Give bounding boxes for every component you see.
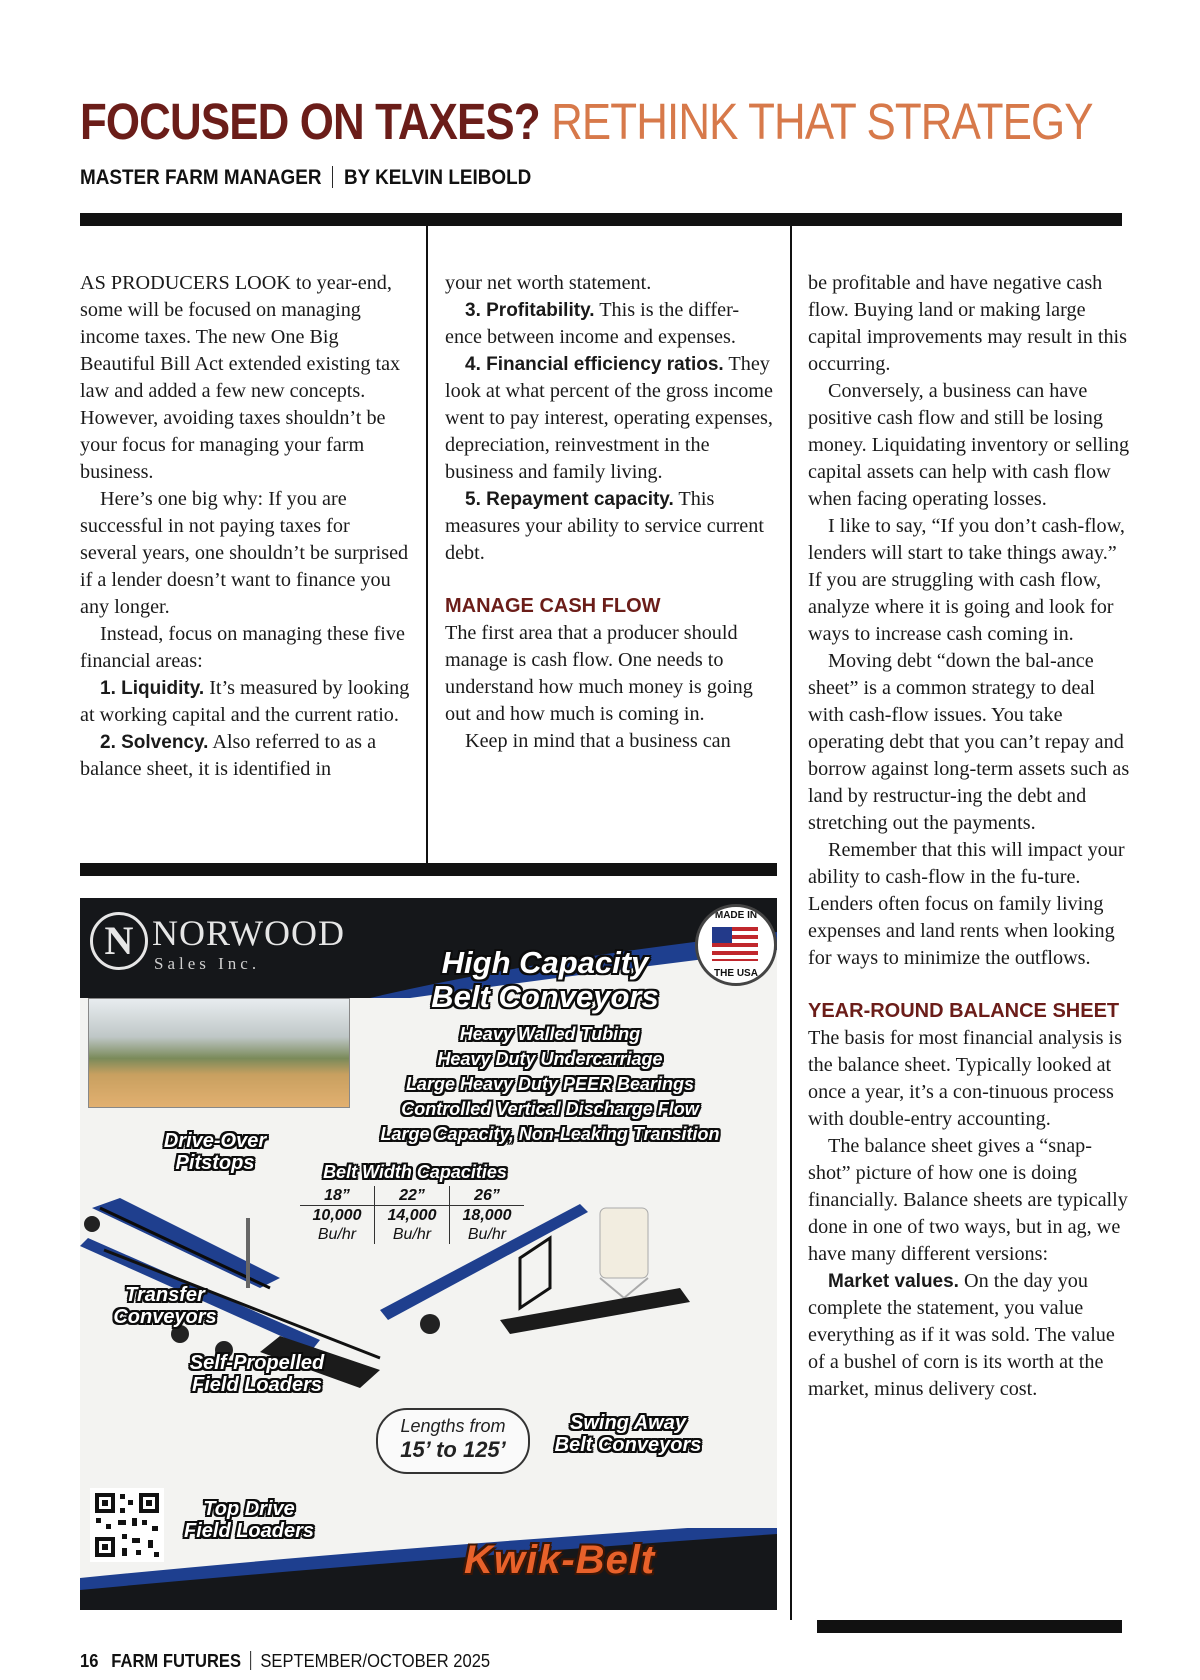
feature-item: Heavy Duty Undercarriage <box>437 1049 663 1069</box>
feature-item: Large Heavy Duty PEER Bearings <box>405 1074 695 1094</box>
item-text: This is the differ-ence between income and expenses. <box>445 299 740 348</box>
list-item-efficiency <box>445 351 775 486</box>
logo-subtitle: Sales Inc. <box>154 954 261 973</box>
paragraph: Remember that this will impact your ability to cash-flow in the fu-ture. Lenders often focus on family living expenses and land rents when looking for ways to minimize the outflows. <box>808 839 1125 969</box>
label-line: Swing Away <box>570 1412 686 1434</box>
page-number: 16 <box>80 1651 99 1671</box>
paragraph: Instead, focus on managing these five financial areas: <box>80 623 405 672</box>
list-item-repayment <box>445 486 775 567</box>
feature-item: Large Capacity, Non-Leaking Transition <box>380 1124 720 1144</box>
section-name: MASTER FARM MANAGER <box>80 166 322 189</box>
column-3 <box>808 270 1133 1403</box>
item-text: Also referred to as a balance sheet, it is identified in <box>80 731 377 780</box>
label-line: Field Loaders <box>183 1520 315 1542</box>
column-end-rule <box>817 1620 1122 1633</box>
headline-light: RETHINK THAT STRATEGY <box>551 93 1093 150</box>
capacity-cell: 14,000 <box>375 1206 450 1226</box>
subhead-cash-flow: MANAGE CASH FLOW <box>445 595 661 617</box>
column-1 <box>80 270 410 783</box>
byline <box>80 166 531 190</box>
paragraph: be profitable and have negative cash flow. Buying land or making large capital improvements may result in this occurring. <box>808 272 1128 375</box>
item-lead: Market values. <box>828 1271 959 1292</box>
label-line: Belt Conveyors <box>554 1434 702 1456</box>
paragraph: Keep in mind that a business can <box>465 730 731 752</box>
page-footer <box>80 1651 490 1672</box>
drive-over-pitstop-illustration <box>84 1198 280 1288</box>
paragraph: your net worth statement. <box>445 272 652 294</box>
brand-logo: Kwik-Belt <box>464 1538 656 1582</box>
label-line: Conveyors <box>113 1306 217 1328</box>
self-propelled-label <box>172 1352 342 1396</box>
column-2 <box>445 270 775 755</box>
ad-title-line: Belt Conveyors <box>431 979 659 1014</box>
spacer <box>808 972 1133 998</box>
belt-width-table <box>300 1186 524 1244</box>
capacity-cell: 18,000 <box>450 1206 525 1226</box>
norwood-logo-icon: N <box>90 912 148 970</box>
item-text: It’s measured by looking at working capital and the current ratio. <box>80 677 410 726</box>
lengths-badge <box>376 1408 530 1474</box>
unit-cell: Bu/hr <box>375 1225 450 1244</box>
label-line: Self-Propelled <box>189 1352 325 1374</box>
feature-item: Controlled Vertical Discharge Flow <box>401 1099 699 1119</box>
footer-divider <box>250 1651 251 1670</box>
item-lead: 5. Repayment capacity. <box>465 489 674 510</box>
label-line: Pitstops <box>175 1152 255 1174</box>
transfer-conveyors-label <box>90 1284 240 1328</box>
magazine-name: FARM FUTURES <box>111 1651 242 1671</box>
qr-code-icon[interactable] <box>90 1488 164 1562</box>
author: BY KELVIN LEIBOLD <box>343 166 532 189</box>
lengths-range: 15’ to 125’ <box>400 1437 506 1462</box>
subhead-balance-sheet: YEAR-ROUND BALANCE SHEET <box>808 1000 1120 1022</box>
grain-truck-photo <box>88 998 350 1108</box>
feature-item: Heavy Walled Tubing <box>459 1024 641 1044</box>
width-cell: 26” <box>450 1186 525 1206</box>
table-title: Belt Width Capacities <box>323 1162 507 1182</box>
seal-top-text: MADE IN <box>714 910 758 921</box>
ad-title <box>350 946 740 1014</box>
advertisement[interactable] <box>80 898 777 1610</box>
list-item-solvency <box>80 729 410 783</box>
paragraph: The first area that a producer should manage is cash flow. One needs to understand how much money is going out and how much is coming in. <box>445 622 753 725</box>
item-text: On the day you complete the statement, you value everything as if it was sold. The value of a bushel of corn is its worth at the market, minus delivery cost. <box>808 1270 1115 1400</box>
top-rule <box>80 213 1122 226</box>
width-cell: 22” <box>375 1186 450 1206</box>
paragraph: Here’s one big why: If you are successful in not paying taxes for several years, one shouldn’t be surprised if a lender doesn’t want to finance you any longer. <box>80 488 409 618</box>
label-line: Top Drive <box>203 1498 295 1520</box>
lengths-line: Lengths from <box>400 1416 506 1436</box>
item-lead: 4. Financial efficiency ratios. <box>465 354 724 375</box>
list-item-market-values <box>808 1268 1133 1403</box>
ad-top-rule <box>80 863 777 876</box>
label-line: Transfer <box>125 1284 205 1306</box>
paragraph: I like to say, “If you don’t cash-flow, lenders will start to take things away.” If you are struggling with cash flow, analyze where it is going and look for ways to increase cash coming in. <box>808 515 1125 645</box>
spacer <box>445 567 775 593</box>
item-lead: 2. Solvency. <box>100 732 209 753</box>
paragraph: Conversely, a business can have positive cash flow and still be losing money. Liquidating inventory or selling capital assets can help with cash flow when facing operating losses. <box>808 380 1130 510</box>
feature-list <box>330 1022 770 1147</box>
article-headline <box>80 92 1093 152</box>
list-item-liquidity <box>80 675 410 729</box>
ad-title-line: High Capacity <box>441 945 649 980</box>
column-divider-2 <box>790 226 792 1620</box>
seal-bottom-text: THE USA <box>714 968 758 979</box>
table-row <box>300 1186 524 1206</box>
paragraph: AS PRODUCERS LOOK to year-end, some will be focused on managing income taxes. The new One Big Beautiful Bill Act extended existing tax law and added a few new concepts. However, avoiding taxes shouldn’t be your focus for managing your farm business. <box>80 272 401 483</box>
capacity-cell: 10,000 <box>312 1207 362 1224</box>
swing-away-label <box>538 1412 718 1456</box>
item-lead: 3. Profitability. <box>465 300 595 321</box>
paragraph: The basis for most financial analysis is the balance sheet. Typically looked at once a year, it’s a con-tinuous process with double-entry accounting. <box>808 1027 1122 1130</box>
headline-bold: FOCUSED ON TAXES? <box>80 93 540 150</box>
table-row <box>300 1225 524 1244</box>
item-lead: 1. Liquidity. <box>100 678 205 699</box>
belt-width-title <box>300 1162 530 1183</box>
paragraph: Moving debt “down the bal-ance sheet” is a common strategy to deal with cash-flow issues. You take operating debt that you can’t repay and borrow against long-term assets such as land by restructur-ing the debt and stretching out the payments. <box>808 650 1130 834</box>
label-line: Field Loaders <box>191 1374 323 1396</box>
unit-cell: Bu/hr <box>317 1226 357 1243</box>
list-item-profitability <box>445 297 775 351</box>
width-cell: 18” <box>300 1186 375 1206</box>
byline-divider <box>332 166 333 188</box>
table-row <box>300 1206 524 1226</box>
item-text: They look at what percent of the gross income went to pay interest, operating expenses, depreciation, reinvestment in the business and family living. <box>445 353 773 483</box>
top-drive-label <box>164 1498 334 1542</box>
logo-name: NORWOOD <box>152 913 345 953</box>
unit-cell: Bu/hr <box>450 1225 525 1244</box>
column-divider-1 <box>426 226 428 863</box>
item-text: This measures your ability to service current debt. <box>445 488 764 564</box>
issue-date: SEPTEMBER/OCTOBER 2025 <box>260 1651 491 1671</box>
paragraph: The balance sheet gives a “snap-shot” picture of how one is doing financially. Balance sheets are typically done in one of two ways, but in ag, we have many different versions: <box>808 1135 1128 1265</box>
label-line: Drive-Over <box>163 1130 267 1152</box>
